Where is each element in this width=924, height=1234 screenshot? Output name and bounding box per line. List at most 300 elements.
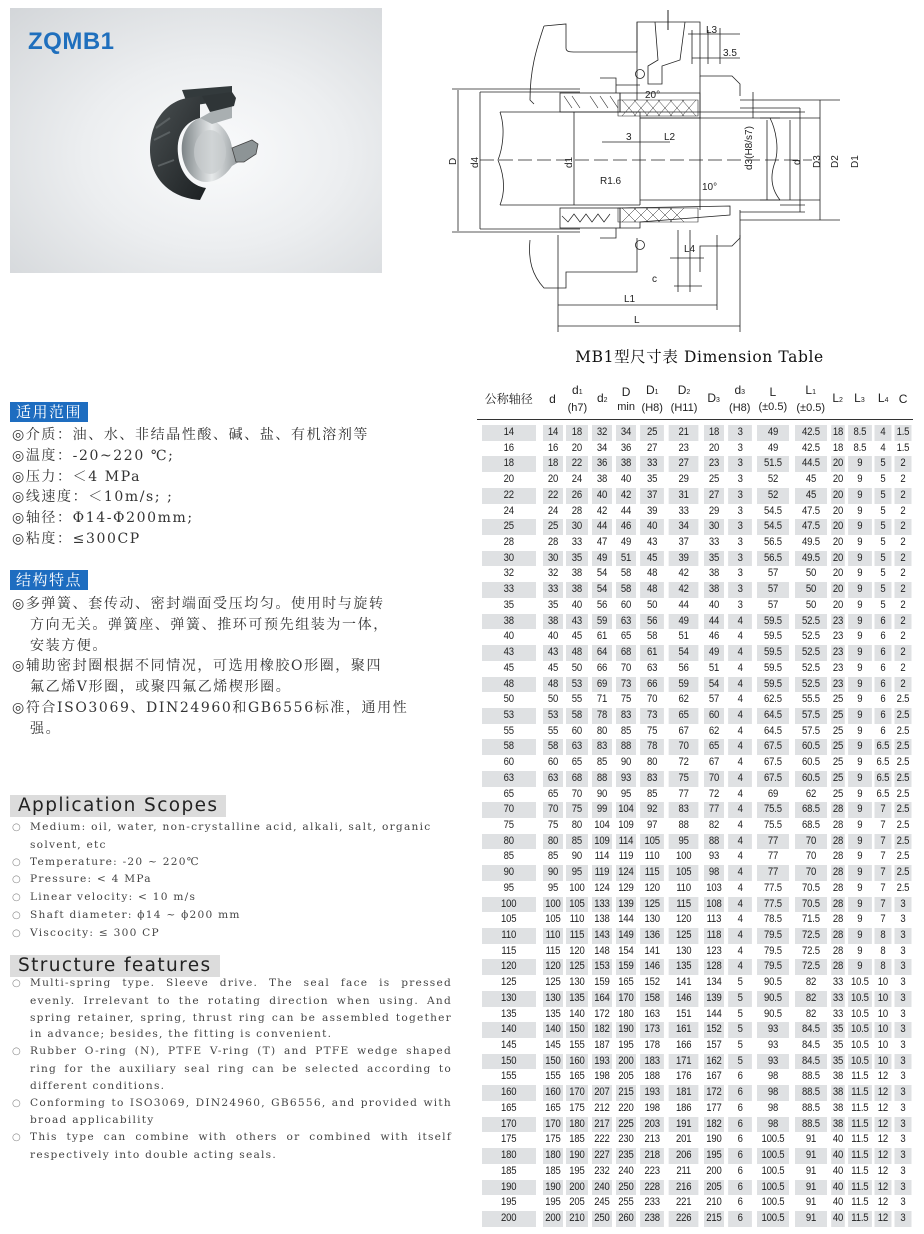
table-cell: 28 — [831, 928, 845, 944]
table-cell: 7 — [875, 897, 892, 913]
table-cell: 78 — [640, 739, 664, 755]
en-scope-item — [12, 819, 452, 854]
table-cell: 32 — [503, 567, 514, 580]
table-row — [477, 535, 913, 551]
en-scope-item — [12, 925, 452, 943]
table-cell: 33 — [482, 582, 536, 598]
table-cell: 42 — [669, 582, 699, 598]
table-cell: 95 — [669, 834, 699, 850]
table-cell: 47.5 — [795, 519, 827, 535]
table-cell: 70.5 — [795, 897, 827, 913]
table-cell: 6 — [728, 1211, 752, 1227]
table-cell: 6 — [880, 630, 886, 643]
table-cell: 48 — [482, 677, 536, 693]
dim-label-l1: L1 — [624, 294, 636, 305]
table-cell: 93 — [616, 771, 636, 787]
table-cell: 100 — [676, 850, 692, 863]
table-cell: 7 — [880, 913, 886, 926]
table-cell: 18 — [566, 425, 588, 441]
table-cell: 110 — [542, 928, 562, 944]
table-cell: 4 — [737, 693, 743, 706]
table-cell: 58 — [482, 739, 536, 755]
table-cell: 38 — [832, 1101, 843, 1114]
table-cell: 200 — [566, 1180, 588, 1196]
table-cell: 40 — [592, 488, 612, 504]
table-cell: 52.5 — [801, 630, 820, 643]
table-cell: 68.5 — [801, 818, 820, 831]
table-cell: 50 — [647, 598, 658, 611]
table-cell: 45 — [795, 488, 827, 504]
table-cell: 88 — [616, 739, 636, 755]
table-cell: 3 — [895, 1180, 912, 1196]
table-cell: 110 — [644, 850, 660, 863]
dim-label-c: c — [652, 274, 657, 285]
table-cell: 10 — [878, 1039, 889, 1052]
table-cell: 38 — [708, 567, 719, 580]
table-cell: 83 — [640, 771, 664, 787]
table-cell: 39 — [647, 504, 658, 517]
table-row — [477, 818, 913, 834]
table-cell: 222 — [594, 1133, 610, 1146]
table-cell: 40 — [831, 1180, 845, 1196]
table-cell: 72.5 — [801, 944, 820, 957]
table-cell: 50 — [572, 661, 583, 674]
table-cell: 69 — [767, 787, 778, 800]
table-cell: 188 — [644, 1070, 660, 1083]
table-cell: 9 — [848, 488, 872, 504]
en-scope-item-text: Medium: oil, water, non-crystalline acid, alkali, salt, organic solvent, etc — [30, 821, 432, 851]
table-cell: 25 — [831, 708, 845, 724]
table-cell: 72 — [678, 756, 690, 769]
table-cell: 148 — [594, 944, 610, 957]
table-cell: 152 — [703, 1022, 723, 1038]
table-cell: 3 — [895, 959, 912, 975]
table-cell: 155 — [501, 1070, 517, 1083]
table-cell: 9 — [856, 756, 863, 769]
table-cell: 8.5 — [853, 441, 866, 454]
table-cell: 40 — [547, 630, 558, 643]
table-cell: 52.5 — [795, 645, 827, 661]
table-cell: 5 — [728, 1054, 752, 1070]
table-row — [477, 1148, 913, 1164]
table-cell: 84.5 — [795, 1054, 827, 1070]
table-cell: 45 — [805, 473, 816, 486]
table-cell: 71 — [597, 693, 608, 706]
table-cell: 40 — [832, 1133, 843, 1146]
table-cell: 52 — [767, 473, 778, 486]
table-cell: 93 — [767, 1039, 778, 1052]
table-row — [477, 771, 913, 787]
table-cell: 38 — [703, 582, 723, 598]
table-cell: 180 — [482, 1148, 536, 1164]
table-cell: 82 — [708, 818, 719, 831]
table-cell: 65 — [572, 756, 583, 769]
table-cell: 18 — [831, 425, 845, 441]
table-cell: 166 — [676, 1039, 692, 1052]
table-cell: 6.5 — [875, 771, 892, 787]
table-cell: 190 — [482, 1180, 536, 1196]
table-cell: 92 — [640, 802, 664, 818]
table-cell: 187 — [594, 1039, 610, 1052]
table-cell: 4 — [728, 959, 752, 975]
table-cell: 210 — [705, 1196, 722, 1209]
en-scope-item-text: Viscocity: ≤ 300 CP — [30, 926, 160, 939]
table-cell: 30 — [542, 551, 562, 567]
table-cell: 250 — [616, 1180, 636, 1196]
table-row — [477, 488, 913, 504]
table-cell: 60.5 — [795, 739, 827, 755]
table-cell: 85 — [647, 787, 658, 800]
table-cell: 11.5 — [850, 1101, 869, 1114]
cn-scope-item — [12, 508, 452, 529]
table-cell: 49 — [669, 614, 699, 630]
table-cell: 63 — [616, 614, 636, 630]
table-cell: 27 — [669, 456, 699, 472]
table-cell: 9 — [848, 708, 872, 724]
cn-feature-item — [12, 656, 452, 698]
table-cell: 28 — [503, 536, 514, 549]
bullet-icon: ◎ — [12, 447, 26, 464]
table-cell: 4 — [728, 645, 752, 661]
table-cell: 206 — [669, 1148, 699, 1164]
table-cell: 140 — [482, 1022, 536, 1038]
table-cell: 46 — [616, 519, 636, 535]
table-cell: 9 — [856, 850, 863, 863]
table-cell: 205 — [569, 1196, 586, 1209]
table-cell: 135 — [566, 991, 588, 1007]
table-cell: 9 — [848, 928, 872, 944]
table-cell: 50 — [805, 567, 816, 580]
table-cell: 18 — [542, 456, 562, 472]
table-row — [477, 928, 913, 944]
bullet-icon: ◎ — [12, 699, 26, 716]
table-cell: 165 — [544, 1101, 561, 1114]
table-cell: 100.5 — [761, 1133, 785, 1146]
table-cell: 3 — [728, 425, 752, 441]
table-cell: 66 — [640, 677, 664, 693]
bullet-icon: ○ — [12, 856, 22, 868]
table-cell: 49 — [757, 425, 789, 441]
table-cell: 145 — [501, 1039, 517, 1052]
table-cell: 24 — [503, 504, 514, 517]
table-cell: 59 — [669, 677, 699, 693]
table-cell: 8.5 — [848, 425, 872, 441]
table-cell: 72 — [708, 787, 719, 800]
column-header-main: L — [854, 390, 861, 405]
table-cell: 8 — [880, 944, 886, 957]
table-cell: 2 — [895, 614, 912, 630]
table-cell: 73 — [616, 677, 636, 693]
dim-label-d3: d3(H8/s7) — [744, 126, 755, 170]
table-cell: 9 — [856, 724, 863, 737]
table-cell: 9 — [848, 519, 872, 535]
table-cell: 180 — [542, 1148, 562, 1164]
table-row — [477, 1022, 913, 1038]
table-cell: 65 — [503, 787, 514, 800]
table-cell: 52 — [757, 488, 789, 504]
table-cell: 57 — [708, 693, 719, 706]
table-cell: 3 — [900, 1039, 906, 1052]
table-cell: 171 — [669, 1054, 699, 1070]
table-cell: 16 — [547, 441, 558, 454]
table-cell: 160 — [542, 1085, 562, 1101]
table-row — [477, 504, 913, 520]
table-cell: 23 — [831, 677, 845, 693]
table-row — [477, 755, 913, 771]
table-cell: 9 — [848, 959, 872, 975]
cn-feature-line: 安装方便。 — [30, 637, 108, 654]
table-cell: 227 — [592, 1148, 612, 1164]
table-cell: 9 — [848, 456, 872, 472]
column-header-qualifier: (H8) — [641, 402, 663, 414]
bullet-icon: ○ — [12, 874, 22, 886]
table-cell: 9 — [856, 944, 863, 957]
table-cell: 11.5 — [848, 1148, 872, 1164]
table-cell: 20 — [547, 473, 558, 486]
table-cell: 88 — [703, 834, 723, 850]
table-cell: 20 — [831, 551, 845, 567]
table-cell: 90 — [542, 865, 562, 881]
table-cell: 3 — [737, 441, 743, 454]
table-cell: 4 — [728, 677, 752, 693]
table-cell: 205 — [618, 1070, 634, 1083]
table-cell: 11.5 — [848, 1180, 872, 1196]
column-header — [754, 379, 792, 420]
bullet-icon: ○ — [12, 1132, 22, 1144]
table-cell: 100.5 — [757, 1180, 789, 1196]
table-cell: 75 — [547, 818, 558, 831]
table-cell: 9 — [856, 661, 863, 674]
table-cell: 215 — [616, 1085, 636, 1101]
table-cell: 98 — [757, 1085, 789, 1101]
cn-feature-line: 多弹簧、套传动、密封端面受压均匀。使用时与旋转 — [25, 596, 385, 612]
table-cell: 40 — [832, 1196, 843, 1209]
table-cell: 130 — [676, 944, 692, 957]
table-cell: 6 — [728, 1180, 752, 1196]
table-cell: 2 — [900, 473, 906, 486]
column-header-main: d — [549, 392, 556, 406]
table-cell: 58 — [616, 582, 636, 598]
table-cell: 10 — [878, 1007, 889, 1020]
table-cell: 8 — [875, 928, 892, 944]
table-cell: 3 — [900, 976, 906, 989]
table-cell: 198 — [644, 1101, 660, 1114]
column-header — [477, 379, 541, 420]
table-cell: 55 — [547, 724, 558, 737]
table-cell: 3 — [900, 1164, 906, 1177]
en-scope-item-text: Shaft diameter: ϕ14 ~ ϕ200 mm — [30, 908, 241, 921]
table-cell: 95 — [503, 881, 514, 894]
table-cell: 88 — [592, 771, 612, 787]
table-cell: 3 — [900, 1196, 906, 1209]
table-cell: 53 — [482, 708, 536, 724]
table-cell: 28 — [831, 834, 845, 850]
bullet-icon: ○ — [12, 927, 22, 939]
table-row — [477, 692, 913, 708]
table-cell: 57.5 — [795, 708, 827, 724]
table-cell: 33 — [831, 991, 845, 1007]
table-cell: 146 — [669, 991, 699, 1007]
table-cell: 9 — [848, 739, 872, 755]
table-cell: 25 — [832, 693, 843, 706]
table-cell: 7 — [880, 881, 886, 894]
table-cell: 12 — [878, 1133, 889, 1146]
table-cell: 182 — [703, 1117, 723, 1133]
table-cell: 2.5 — [896, 756, 910, 769]
table-cell: 12 — [875, 1117, 892, 1133]
table-cell: 49.5 — [801, 536, 820, 549]
table-cell: 88.5 — [795, 1117, 827, 1133]
table-cell: 42 — [678, 567, 690, 580]
table-cell: 40 — [832, 1164, 843, 1177]
column-header-qualifier: (H8) — [729, 402, 751, 414]
table-cell: 82 — [795, 991, 827, 1007]
bullet-icon: ○ — [12, 909, 22, 921]
table-row — [477, 944, 913, 960]
table-cell: 11.5 — [850, 1133, 869, 1146]
table-cell: 177 — [705, 1101, 722, 1114]
table-cell: 159 — [594, 976, 610, 989]
table-cell: 38 — [542, 614, 562, 630]
table-cell: 6 — [875, 708, 892, 724]
table-cell: 9 — [848, 834, 872, 850]
table-cell: 70 — [669, 739, 699, 755]
table-cell: 155 — [544, 1070, 561, 1083]
table-cell: 3 — [895, 1022, 912, 1038]
table-cell: 191 — [669, 1117, 699, 1133]
table-cell: 109 — [592, 834, 612, 850]
table-row — [477, 834, 913, 850]
table-cell: 4 — [728, 928, 752, 944]
table-cell: 90 — [621, 756, 632, 769]
table-cell: 35 — [703, 551, 723, 567]
table-cell: 44 — [703, 614, 723, 630]
table-cell: 42.5 — [795, 425, 827, 441]
table-cell: 65 — [547, 787, 558, 800]
table-cell: 2 — [900, 536, 906, 549]
dim-label-d4: d4 — [470, 156, 481, 168]
table-row — [477, 1038, 913, 1054]
table-cell: 260 — [616, 1211, 636, 1227]
table-row — [477, 1085, 913, 1101]
table-cell: 133 — [592, 897, 612, 913]
table-cell: 195 — [569, 1164, 586, 1177]
table-cell: 105 — [501, 913, 517, 926]
table-cell: 103 — [705, 881, 722, 894]
table-cell: 91 — [805, 1133, 816, 1146]
table-cell: 44.5 — [795, 456, 827, 472]
table-cell: 84.5 — [795, 1022, 827, 1038]
table-cell: 59.5 — [763, 661, 782, 674]
table-cell: 165 — [569, 1070, 586, 1083]
table-cell: 3 — [900, 944, 906, 957]
table-cell: 90 — [482, 865, 536, 881]
table-cell: 3 — [895, 991, 912, 1007]
table-cell: 38 — [616, 456, 636, 472]
en-features-heading: Structure features — [10, 955, 220, 977]
column-header — [638, 379, 666, 420]
table-cell: 52.5 — [795, 677, 827, 693]
table-cell: 20 — [572, 441, 583, 454]
table-cell: 51.5 — [757, 456, 789, 472]
cn-scope-item — [12, 487, 452, 508]
table-cell: 170 — [616, 991, 636, 1007]
table-cell: 60 — [572, 724, 583, 737]
table-cell: 57.5 — [801, 724, 820, 737]
table-cell: 144 — [705, 1007, 722, 1020]
table-cell: 3 — [728, 456, 752, 472]
table-cell: 123 — [705, 944, 722, 957]
table-cell: 95 — [566, 865, 588, 881]
table-cell: 49 — [592, 551, 612, 567]
table-cell: 68 — [616, 645, 636, 661]
table-cell: 90 — [572, 850, 583, 863]
table-row — [477, 629, 913, 645]
table-cell: 164 — [592, 991, 612, 1007]
column-header-subscript: 2 — [839, 396, 843, 404]
table-cell: 57 — [757, 582, 789, 598]
table-cell: 25 — [832, 756, 843, 769]
table-cell: 70 — [795, 865, 827, 881]
table-cell: 9 — [856, 913, 863, 926]
column-header-qualifier: min — [617, 400, 635, 413]
table-cell: 161 — [669, 1022, 699, 1038]
table-cell: 158 — [640, 991, 664, 1007]
table-cell: 78.5 — [763, 913, 782, 926]
column-header-main: 公称轴径 — [484, 392, 533, 406]
table-cell: 2.5 — [895, 771, 912, 787]
cn-feature-line: 符合ISO3069、DIN24960和GB6556标准，通用性 — [25, 699, 409, 716]
table-cell: 20 — [832, 504, 843, 517]
table-cell: 10 — [875, 1054, 892, 1070]
table-cell: 54 — [669, 645, 699, 661]
table-body — [477, 420, 913, 1227]
table-cell: 90 — [597, 787, 608, 800]
table-cell: 217 — [592, 1117, 612, 1133]
column-header-main: D — [621, 384, 631, 399]
table-cell: 11.5 — [850, 1196, 869, 1209]
table-cell: 95 — [621, 787, 632, 800]
table-cell: 195 — [618, 1039, 634, 1052]
table-cell: 91 — [805, 1164, 816, 1177]
table-cell: 9 — [848, 551, 872, 567]
table-cell: 20 — [831, 456, 845, 472]
table-cell: 114 — [616, 834, 636, 850]
en-scope-item — [12, 907, 452, 925]
column-header — [873, 379, 893, 420]
table-cell: 3 — [900, 913, 906, 926]
table-cell: 85 — [503, 850, 514, 863]
table-cell: 59.5 — [757, 645, 789, 661]
table-cell: 23 — [678, 441, 690, 454]
table-row — [477, 519, 913, 535]
table-cell: 12 — [875, 1148, 892, 1164]
cn-scope-text: 介质：油、水、非结晶性酸、碱、盐、有机溶剂等 — [25, 427, 370, 443]
column-header-qualifier: (H11) — [670, 402, 698, 414]
table-cell: 43 — [647, 536, 658, 549]
table-cell: 33 — [832, 1007, 843, 1020]
table-cell: 11.5 — [850, 1164, 869, 1177]
table-cell: 130 — [569, 976, 586, 989]
table-cell: 38 — [831, 1085, 845, 1101]
table-cell: 7 — [880, 850, 886, 863]
table-cell: 200 — [705, 1164, 722, 1177]
column-header-main: D — [707, 390, 717, 405]
table-cell: 70.5 — [801, 881, 820, 894]
table-cell: 6 — [737, 1101, 743, 1114]
column-header-subscript: 4 — [884, 396, 889, 404]
table-cell: 98 — [757, 1117, 789, 1133]
